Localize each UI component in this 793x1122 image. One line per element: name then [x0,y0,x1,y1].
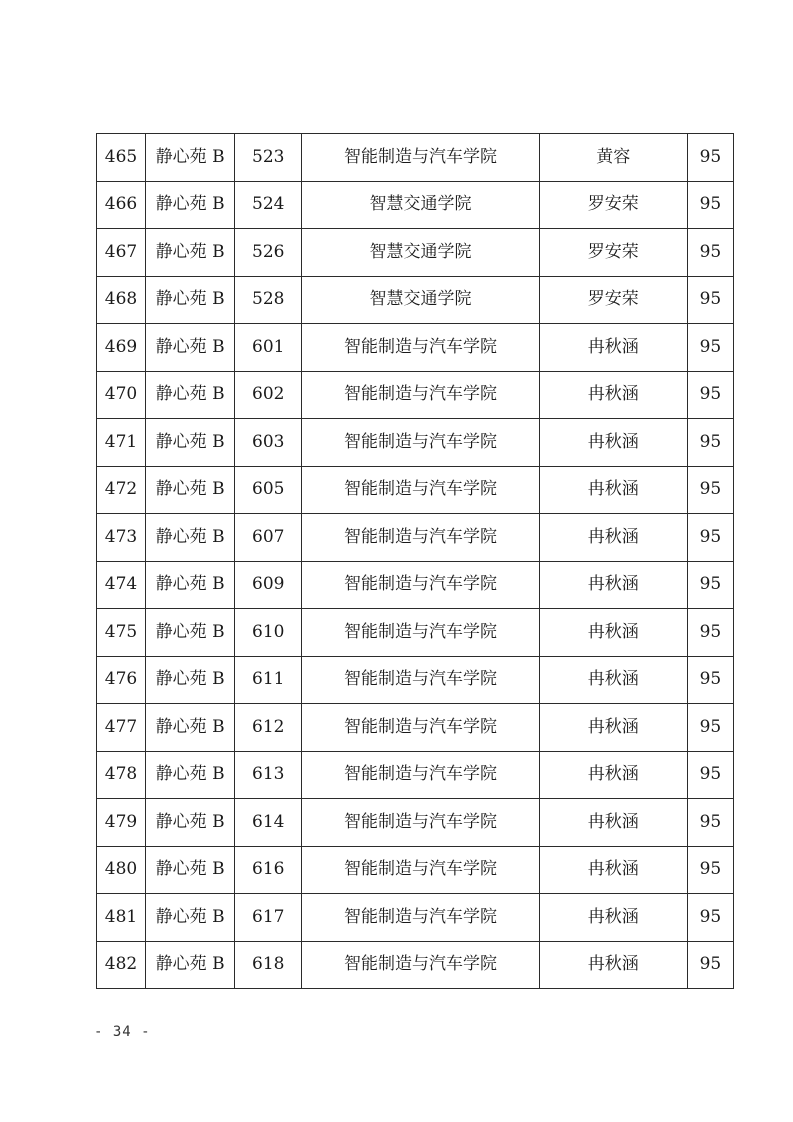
table-row [97,846,734,894]
room-number-cell: 614 [235,799,302,847]
college-cell: 智能制造与汽车学院 [302,846,539,894]
table-row [97,276,734,324]
room-number-cell: 524 [235,181,302,229]
college-cell: 智能制造与汽车学院 [302,324,539,372]
page-number: - 34 - [94,1024,151,1040]
score-cell: 95 [687,419,733,467]
score-cell: 95 [687,846,733,894]
supervisor-name-cell: 冉秋涵 [539,324,687,372]
score-cell: 95 [687,276,733,324]
row-number-cell: 477 [97,704,146,752]
row-number-cell: 481 [97,894,146,942]
score-cell: 95 [687,561,733,609]
room-number-cell: 609 [235,561,302,609]
college-cell: 智能制造与汽车学院 [302,941,539,989]
supervisor-name-cell: 冉秋涵 [539,846,687,894]
row-number-cell: 473 [97,514,146,562]
building-cell: 静心苑 B [146,466,235,514]
table-row [97,941,734,989]
college-cell: 智能制造与汽车学院 [302,561,539,609]
row-number-cell: 475 [97,609,146,657]
building-cell: 静心苑 B [146,229,235,277]
building-cell: 静心苑 B [146,941,235,989]
score-cell: 95 [687,656,733,704]
room-number-cell: 607 [235,514,302,562]
table-row [97,894,734,942]
score-cell: 95 [687,799,733,847]
building-cell: 静心苑 B [146,419,235,467]
building-cell: 静心苑 B [146,514,235,562]
room-number-cell: 610 [235,609,302,657]
room-number-cell: 611 [235,656,302,704]
table-row [97,609,734,657]
college-cell: 智能制造与汽车学院 [302,371,539,419]
score-cell: 95 [687,894,733,942]
college-cell: 智慧交通学院 [302,229,539,277]
building-cell: 静心苑 B [146,181,235,229]
room-number-cell: 602 [235,371,302,419]
college-cell: 智能制造与汽车学院 [302,514,539,562]
row-number-cell: 482 [97,941,146,989]
row-number-cell: 474 [97,561,146,609]
supervisor-name-cell: 冉秋涵 [539,656,687,704]
score-cell: 95 [687,941,733,989]
college-cell: 智能制造与汽车学院 [302,609,539,657]
row-number-cell: 471 [97,419,146,467]
room-number-cell: 603 [235,419,302,467]
table-row [97,134,734,182]
room-number-cell: 612 [235,704,302,752]
supervisor-name-cell: 罗安荣 [539,229,687,277]
building-cell: 静心苑 B [146,324,235,372]
score-cell: 95 [687,324,733,372]
score-cell: 95 [687,229,733,277]
table-row [97,799,734,847]
college-cell: 智能制造与汽车学院 [302,419,539,467]
row-number-cell: 465 [97,134,146,182]
score-cell: 95 [687,514,733,562]
building-cell: 静心苑 B [146,751,235,799]
college-cell: 智能制造与汽车学院 [302,134,539,182]
table-row [97,324,734,372]
table-body [97,134,734,989]
college-cell: 智能制造与汽车学院 [302,656,539,704]
supervisor-name-cell: 冉秋涵 [539,799,687,847]
building-cell: 静心苑 B [146,134,235,182]
supervisor-name-cell: 冉秋涵 [539,941,687,989]
supervisor-name-cell: 黄容 [539,134,687,182]
score-cell: 95 [687,609,733,657]
supervisor-name-cell: 冉秋涵 [539,466,687,514]
table-row [97,229,734,277]
building-cell: 静心苑 B [146,894,235,942]
table-row [97,561,734,609]
college-cell: 智慧交通学院 [302,276,539,324]
college-cell: 智能制造与汽车学院 [302,751,539,799]
score-cell: 95 [687,751,733,799]
supervisor-name-cell: 冉秋涵 [539,514,687,562]
supervisor-name-cell: 罗安荣 [539,276,687,324]
supervisor-name-cell: 冉秋涵 [539,371,687,419]
building-cell: 静心苑 B [146,704,235,752]
row-number-cell: 479 [97,799,146,847]
supervisor-name-cell: 冉秋涵 [539,894,687,942]
college-cell: 智能制造与汽车学院 [302,799,539,847]
building-cell: 静心苑 B [146,656,235,704]
row-number-cell: 480 [97,846,146,894]
building-cell: 静心苑 B [146,846,235,894]
room-number-cell: 601 [235,324,302,372]
score-cell: 95 [687,466,733,514]
building-cell: 静心苑 B [146,561,235,609]
table-row [97,704,734,752]
room-number-cell: 616 [235,846,302,894]
table-row [97,514,734,562]
building-cell: 静心苑 B [146,276,235,324]
score-cell: 95 [687,134,733,182]
building-cell: 静心苑 B [146,799,235,847]
score-cell: 95 [687,371,733,419]
room-number-cell: 523 [235,134,302,182]
row-number-cell: 469 [97,324,146,372]
supervisor-name-cell: 冉秋涵 [539,751,687,799]
supervisor-name-cell: 冉秋涵 [539,561,687,609]
score-cell: 95 [687,704,733,752]
building-cell: 静心苑 B [146,371,235,419]
college-cell: 智能制造与汽车学院 [302,894,539,942]
college-cell: 智能制造与汽车学院 [302,466,539,514]
supervisor-name-cell: 罗安荣 [539,181,687,229]
table-row [97,181,734,229]
table-row [97,419,734,467]
row-number-cell: 470 [97,371,146,419]
college-cell: 智能制造与汽车学院 [302,704,539,752]
row-number-cell: 472 [97,466,146,514]
row-number-cell: 466 [97,181,146,229]
room-number-cell: 618 [235,941,302,989]
building-cell: 静心苑 B [146,609,235,657]
row-number-cell: 476 [97,656,146,704]
dormitory-score-table [96,133,734,989]
college-cell: 智慧交通学院 [302,181,539,229]
score-cell: 95 [687,181,733,229]
row-number-cell: 467 [97,229,146,277]
table-row [97,371,734,419]
supervisor-name-cell: 冉秋涵 [539,419,687,467]
room-number-cell: 526 [235,229,302,277]
table-row [97,656,734,704]
supervisor-name-cell: 冉秋涵 [539,704,687,752]
row-number-cell: 478 [97,751,146,799]
room-number-cell: 528 [235,276,302,324]
room-number-cell: 613 [235,751,302,799]
table-row [97,751,734,799]
room-number-cell: 617 [235,894,302,942]
table-row [97,466,734,514]
supervisor-name-cell: 冉秋涵 [539,609,687,657]
room-number-cell: 605 [235,466,302,514]
row-number-cell: 468 [97,276,146,324]
